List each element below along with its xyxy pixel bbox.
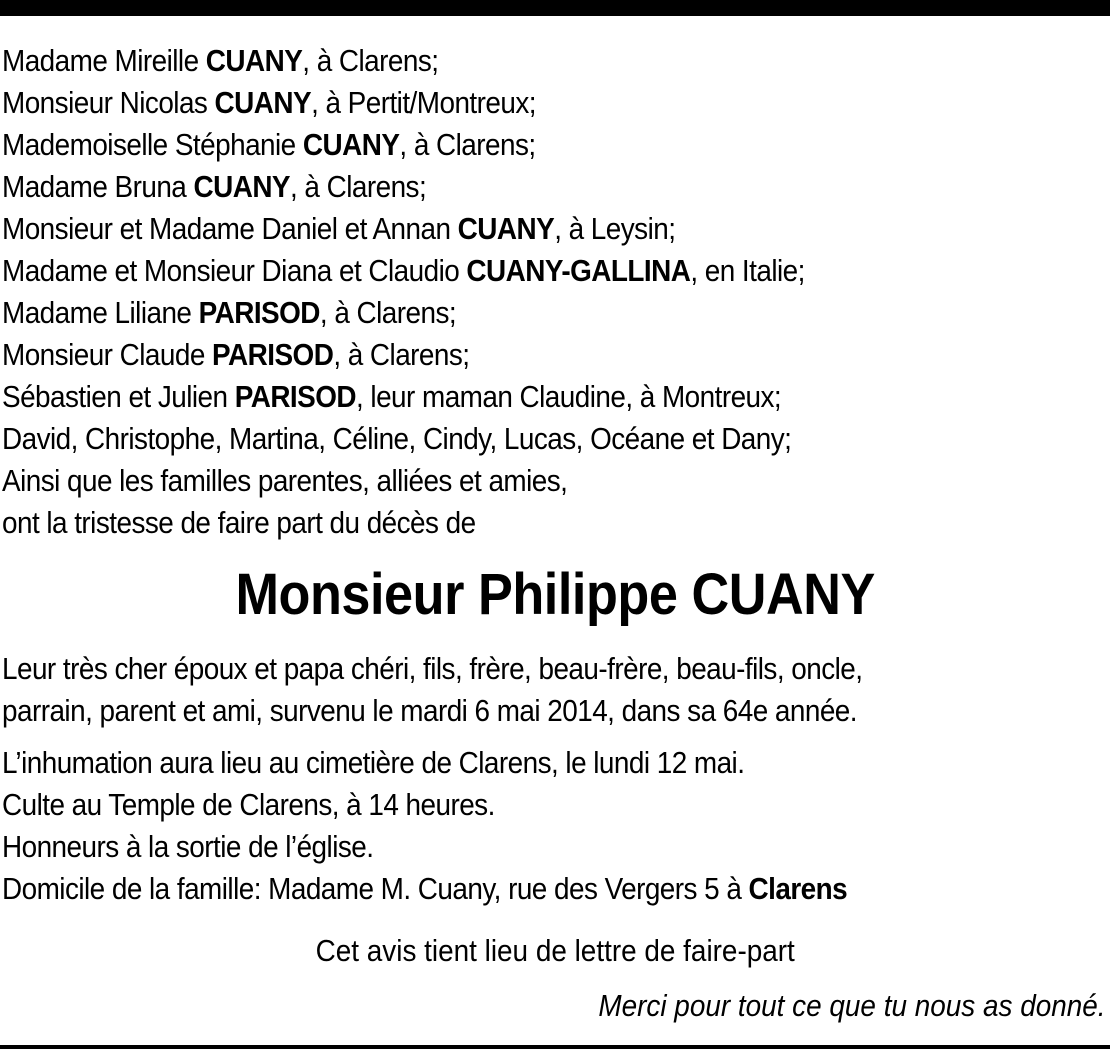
family-line: Madame Bruna CUANY, à Clarens;	[2, 169, 427, 204]
service-line: Culte au Temple de Clarens, à 14 heures.	[2, 787, 495, 822]
family-line: ont la tristesse de faire part du décès de	[2, 505, 476, 540]
family-line: Sébastien et Julien PARISOD, leur maman Claudine, à Montreux;	[2, 379, 782, 414]
tribute-line: Leur très cher époux et papa chéri, fils, frère, beau-frère, beau-fils, oncle,	[2, 651, 863, 686]
family-line: Madame Mireille CUANY, à Clarens;	[2, 43, 439, 78]
family-line: Monsieur Claude PARISOD, à Clarens;	[2, 337, 470, 372]
domicile-line: Domicile de la famille: Madame M. Cuany, rue des Vergers 5 à Clarens	[2, 871, 848, 906]
thanks-text: Merci pour tout ce que tu nous as donné.	[598, 988, 1106, 1023]
family-list	[2, 40, 1108, 544]
family-line: Monsieur Nicolas CUANY, à Pertit/Montreux;	[2, 85, 536, 120]
tribute-paragraph	[2, 648, 1108, 732]
family-line: Madame et Monsieur Diana et Claudio CUANY-GALLINA, en Italie;	[2, 253, 805, 288]
family-line: Madame Liliane PARISOD, à Clarens;	[2, 295, 457, 330]
deceased-name: Monsieur Philippe CUANY	[235, 562, 875, 627]
tribute-line: parrain, parent et ami, survenu le mardi 6 mai 2014, dans sa 64e année.	[2, 693, 857, 728]
family-line: Ainsi que les familles parentes, alliées et amies,	[2, 463, 568, 498]
top-rule	[0, 0, 1110, 16]
notice-text: Cet avis tient lieu de lettre de faire-part	[315, 933, 795, 968]
bottom-rule	[0, 1045, 1110, 1049]
service-paragraph	[2, 742, 1108, 910]
service-line: L’inhumation aura lieu au cimetière de Clarens, le lundi 12 mai.	[2, 745, 745, 780]
family-line: David, Christophe, Martina, Céline, Cindy, Lucas, Océane et Dany;	[2, 421, 792, 456]
service-line: Honneurs à la sortie de l’église.	[2, 829, 374, 864]
family-line: Mademoiselle Stéphanie CUANY, à Clarens;	[2, 127, 536, 162]
family-line: Monsieur et Madame Daniel et Annan CUANY, à Leysin;	[2, 211, 676, 246]
